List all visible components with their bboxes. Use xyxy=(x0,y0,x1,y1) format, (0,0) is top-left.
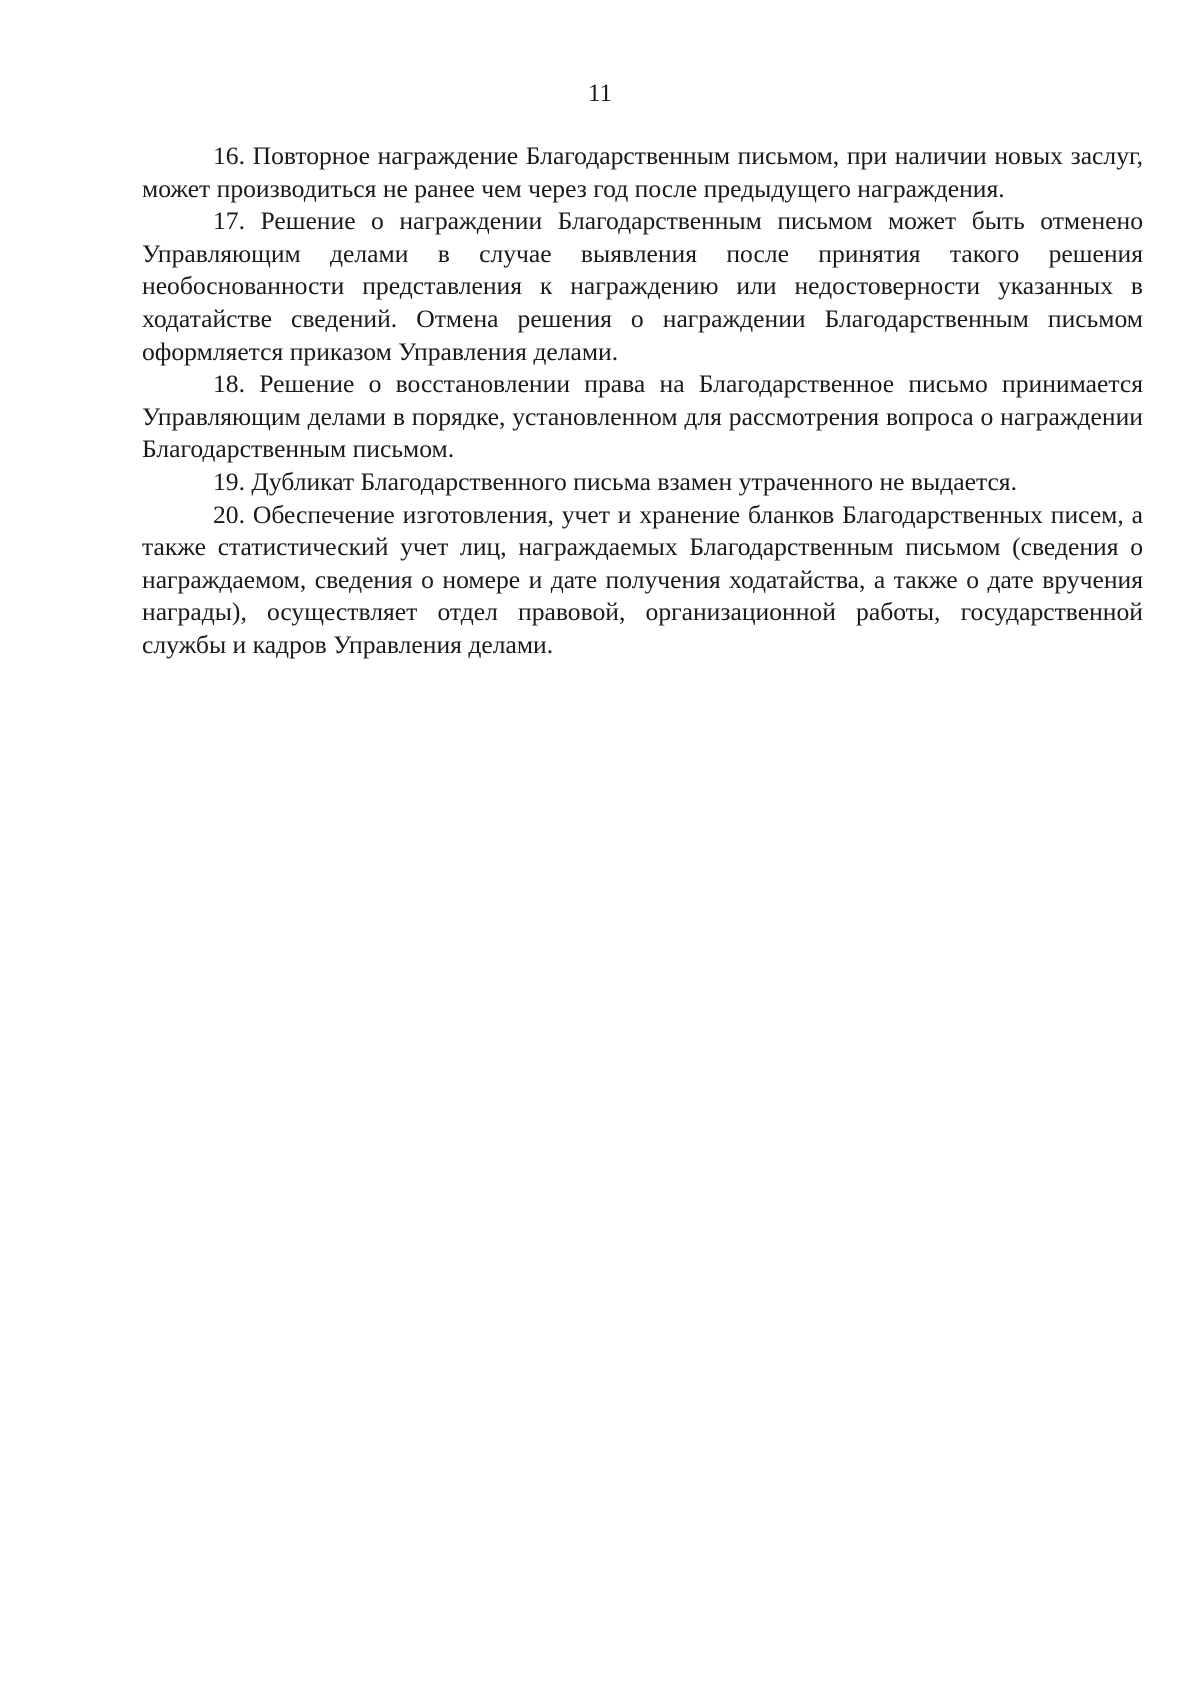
paragraph-18: 18. Решение о восстановлении права на Благодарственное письмо принимается Управляющим делами в порядке, установленном для рассмотрения вопроса о награждении Благодарственным письмом. xyxy=(142,369,1143,464)
paragraph-19: 19. Дубликат Благодарственного письма взамен утраченного не выдается. xyxy=(213,466,1017,496)
paragraph-16: 16. Повторное награждение Благодарственным письмом, при наличии новых заслуг, может производиться не ранее чем через год после предыдущего награждения. xyxy=(142,141,1143,203)
paragraph-17: 17. Решение о награждении Благодарственным письмом может быть отменено Управляющим делами в случае выявления после принятия такого решения необоснованности представления к награждению или недостоверности указанных в ходатайстве сведений. Отмена решения о награждении Благодарственным письмом оформляется приказом Управления делами. xyxy=(142,206,1143,366)
document-body xyxy=(142,140,1143,662)
page-number: 11 xyxy=(587,80,613,107)
paragraph-20: 20. Обеспечение изготовления, учет и хранение бланков Благодарственных писем, а также статистический учет лиц, награждаемых Благодарственным письмом (сведения о награждаемом, сведения о номере и дате получения ходатайства, а также о дате вручения награды), осуществляет отдел правовой, организационной работы, государственной службы и кадров Управления делами. xyxy=(142,499,1143,659)
